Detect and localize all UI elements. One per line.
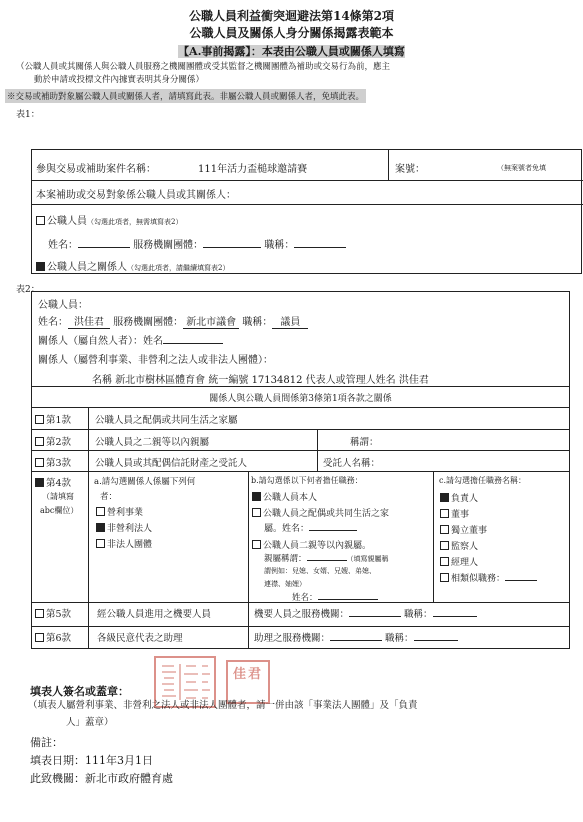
r4c-opt5-checkbox[interactable]	[440, 557, 449, 566]
option-relative[interactable]	[36, 258, 229, 273]
r4b-rel-label: 親屬稱謂：	[264, 554, 307, 564]
r4b-opt3-label: 公職人員二親等以內親屬。	[263, 541, 372, 551]
r4a-title-1: a.請勾選關係人係屬下列何	[94, 477, 196, 487]
relative-org-info	[92, 371, 429, 387]
question-label: 本案補助或交易對象係公職人員或其關係人：	[36, 190, 236, 201]
r4a-opt1-label: 營利事業	[107, 508, 144, 518]
org-value[interactable]: 新北市議會	[183, 313, 239, 329]
official-name-field[interactable]	[78, 247, 130, 248]
official-org-field[interactable]	[203, 247, 261, 248]
option-official[interactable]	[36, 212, 182, 227]
official-org-label: 服務機關團體：	[133, 240, 204, 251]
r6-desc: 各級民意代表之助理	[97, 633, 183, 644]
r4a-opt2-label: 非營利法人	[107, 524, 153, 534]
org-label: 服務機關團體：	[113, 317, 184, 328]
r3-desc: 公職人員或其配偶信託財產之受託人	[95, 458, 248, 469]
r4-tag[interactable]	[35, 475, 71, 489]
option-official-label: 公職人員	[47, 216, 87, 227]
option-official-note: （勾選此項者，無需填寫表2）	[87, 218, 183, 226]
r1-tag[interactable]	[35, 412, 71, 426]
r6-checkbox[interactable]	[35, 633, 44, 642]
relative-checkbox[interactable]	[36, 262, 45, 271]
r5-field2-label: 職稱：	[404, 609, 433, 620]
r4c-opt3-checkbox[interactable]	[440, 525, 449, 534]
r3-tag[interactable]	[35, 455, 71, 469]
r4b-rel-note-2: 謂例如：兒媳、女婿、兄嫂、弟媳、	[264, 567, 376, 575]
form-title: 公職人員利益衝突迴避法第14條第2項	[188, 9, 395, 23]
r4b-name-label: 姓名：	[292, 593, 318, 603]
r4b-name	[292, 591, 378, 603]
section-title	[0, 43, 583, 59]
r4a-opt3-checkbox[interactable]	[96, 539, 105, 548]
r4c-opt2[interactable]	[440, 507, 469, 520]
relationship-header: 關係人與公職人員間係第3條第1項各款之關係	[209, 394, 392, 404]
table1-label: 表1：	[16, 110, 40, 120]
option-relative-label: 公職人員之關係人	[47, 262, 127, 273]
r4b-opt2-name-label: 屬。姓名：	[264, 524, 310, 534]
r5-checkbox[interactable]	[35, 609, 44, 618]
official-title-label: 職稱：	[264, 240, 295, 251]
title-value[interactable]: 議員	[272, 313, 308, 329]
r4b-opt3[interactable]	[252, 538, 371, 551]
r4b-opt2-checkbox[interactable]	[252, 508, 261, 517]
r5-fields	[254, 606, 477, 620]
r4c-opt2-label: 董事	[451, 510, 470, 520]
relative-org-rep-value[interactable]: 洪佳君	[399, 371, 429, 387]
r2-tag[interactable]	[35, 434, 71, 448]
name-label: 姓名：	[38, 317, 68, 328]
remark-label: 備註：	[30, 736, 63, 749]
r6-field1-label: 助理之服務機關：	[254, 633, 331, 644]
fill-date: 填表日期：111年3月1日	[30, 754, 153, 767]
r6-field2-input[interactable]	[414, 640, 458, 641]
relative-natural-label: 關係人（屬自然人者）：姓名	[38, 336, 163, 347]
r4b-opt2-name-field[interactable]	[309, 530, 357, 531]
r4c-opt2-checkbox[interactable]	[440, 509, 449, 518]
option-relative-note: （勾選此項者，請繼續填寫表2）	[127, 264, 230, 272]
r4c-opt5[interactable]	[440, 555, 478, 568]
recipient-agency: 此致機關：新北市政府體育處	[30, 772, 173, 785]
section-title-text: 【A.事前揭露】：本表由公職人員或關係人填寫	[178, 45, 405, 58]
r4-note-2: abc欄位）	[40, 506, 79, 515]
r1-tag-label: 第1款	[46, 415, 72, 426]
r4c-opt6[interactable]	[440, 571, 537, 584]
r4a-opt2-checkbox[interactable]	[96, 523, 105, 532]
case-name-value: 111年活力盃槌球邀請賽	[198, 164, 308, 175]
r3-field: 受託人名稱：	[323, 458, 381, 469]
r4b-rel-note-1: （填寫親屬稱	[346, 555, 389, 563]
relative-natural-field[interactable]	[163, 343, 223, 344]
r4c-opt4[interactable]	[440, 539, 478, 552]
form-subtitle: 公職人員及關係人身分關係揭露表範本	[189, 26, 394, 40]
r4b-opt2-name	[264, 521, 357, 534]
r6-tag[interactable]	[35, 630, 71, 644]
r4b-opt1-checkbox[interactable]	[252, 492, 261, 501]
r4a-opt3[interactable]	[96, 537, 152, 550]
r5-tag-label: 第5款	[46, 609, 72, 620]
r4b-opt3-checkbox[interactable]	[252, 540, 261, 549]
case-number-label: 案號：	[395, 164, 425, 175]
r4a-opt1[interactable]	[96, 505, 143, 518]
case-name-label: 參與交易或補助案件名稱：	[36, 164, 156, 175]
r5-field2-input[interactable]	[433, 616, 477, 617]
r4c-opt4-checkbox[interactable]	[440, 541, 449, 550]
r5-field1-input[interactable]	[349, 616, 401, 617]
r4b-title: b.請勾選係以下何者擔任職務：	[251, 476, 363, 485]
r4b-opt1[interactable]	[252, 490, 317, 503]
r4a-opt3-label: 非法人團體	[107, 540, 153, 550]
r4c-opt6-checkbox[interactable]	[440, 573, 449, 582]
relative-natural	[38, 332, 223, 347]
r4b-opt1-label: 公職人員本人	[263, 493, 318, 503]
intro-line-2: 動於申請或投標文件內據實表明其身分關係）	[34, 75, 205, 85]
official-fields	[48, 236, 346, 251]
relative-org-name-value[interactable]: 新北市樹林區體育會	[115, 371, 205, 387]
sign-label: 填表人簽名或蓋章：	[30, 685, 129, 698]
r4b-rel	[264, 552, 389, 564]
r4a-title-2: 者：	[100, 492, 118, 502]
sign-note-2: 人」蓋章）	[66, 717, 114, 728]
r4c-opt6-label: 相類似職務：	[451, 574, 506, 584]
official-checkbox[interactable]	[36, 216, 45, 225]
r4c-title: c.請勾選擔任職務名稱：	[439, 476, 527, 485]
r4c-opt1[interactable]	[440, 491, 478, 504]
relative-org-label: 關係人（屬營利事業、非營利之法人或非法人團體）：	[38, 355, 273, 366]
r4-checkbox[interactable]	[35, 478, 44, 487]
r4b-rel-note-3: 連襟、妯娌）	[264, 580, 306, 588]
r1-checkbox[interactable]	[35, 415, 44, 424]
intro-note: ※交易或補助對象屬公職人員或關係人者，請填寫此表。非屬公職人員或關係人者，免填此表。	[5, 89, 366, 103]
r4c-opt4-label: 監察人	[451, 542, 479, 552]
r6-field2-label: 職稱：	[385, 633, 414, 644]
r4c-opt1-checkbox[interactable]	[440, 493, 449, 502]
relative-org-id-value[interactable]: 17134812	[251, 375, 303, 386]
r4c-opt5-label: 經理人	[451, 558, 479, 568]
r4a-opt1-checkbox[interactable]	[96, 507, 105, 516]
title-label: 職稱：	[242, 317, 273, 328]
r4c-opt6-field[interactable]	[505, 580, 537, 581]
r5-desc: 經公職人員進用之機要人員	[97, 609, 212, 620]
r4c-opt3-label: 獨立董事	[451, 526, 488, 536]
table2-label: 表2：	[16, 285, 40, 295]
official-info	[38, 313, 308, 329]
sign-note-1: （填表人屬營利事業、非營利之法人或非法人團體者，請一併由該「事業法人團體」及「負責	[28, 700, 418, 711]
r2-tag-label: 第2款	[46, 437, 72, 448]
official-title-field[interactable]	[294, 247, 346, 248]
r4b-opt2[interactable]	[252, 506, 389, 519]
case-number-note: （無案號者免填	[497, 164, 546, 172]
r3-checkbox[interactable]	[35, 458, 44, 467]
r6-field1-input[interactable]	[330, 640, 382, 641]
r5-tag[interactable]	[35, 606, 71, 620]
r4c-opt1-label: 負責人	[451, 494, 479, 504]
r5-field1-label: 機要人員之服務機關：	[254, 609, 350, 620]
r4a-opt2[interactable]	[96, 521, 152, 534]
official-name-label: 姓名：	[48, 240, 78, 251]
relative-org-rep-label: 代表人或管理人姓名	[305, 375, 396, 386]
relative-org-name-label: 名稱	[92, 375, 112, 386]
r1-desc: 公職人員之配偶或共同生活之家屬	[95, 415, 238, 426]
r4b-rel-field[interactable]	[307, 560, 347, 561]
r3-tag-label: 第3款	[46, 458, 72, 469]
r6-fields	[254, 630, 458, 644]
r4c-opt3[interactable]	[440, 523, 487, 536]
r2-field: 稱謂：	[350, 437, 379, 448]
r2-desc: 公職人員之二親等以內親屬	[95, 437, 210, 448]
r6-tag-label: 第6款	[46, 633, 72, 644]
intro-line-1: （公職人員或其關係人與公職人員服務之機關團體或受其監督之機關團體為補助或交易行為前，應主	[16, 62, 391, 72]
r2-checkbox[interactable]	[35, 437, 44, 446]
r4b-opt2-label: 公職人員之配偶或共同生活之家	[263, 509, 390, 519]
name-value[interactable]: 洪佳君	[68, 313, 110, 329]
seal-right-text: 佳君	[232, 667, 263, 682]
r4-note-1: （請填寫	[42, 492, 74, 501]
r4b-name-field[interactable]	[318, 599, 378, 600]
relative-org-id-label: 統一編號	[208, 375, 249, 386]
r4-tag-label: 第4款	[46, 478, 72, 489]
official-label: 公職人員：	[38, 300, 88, 311]
